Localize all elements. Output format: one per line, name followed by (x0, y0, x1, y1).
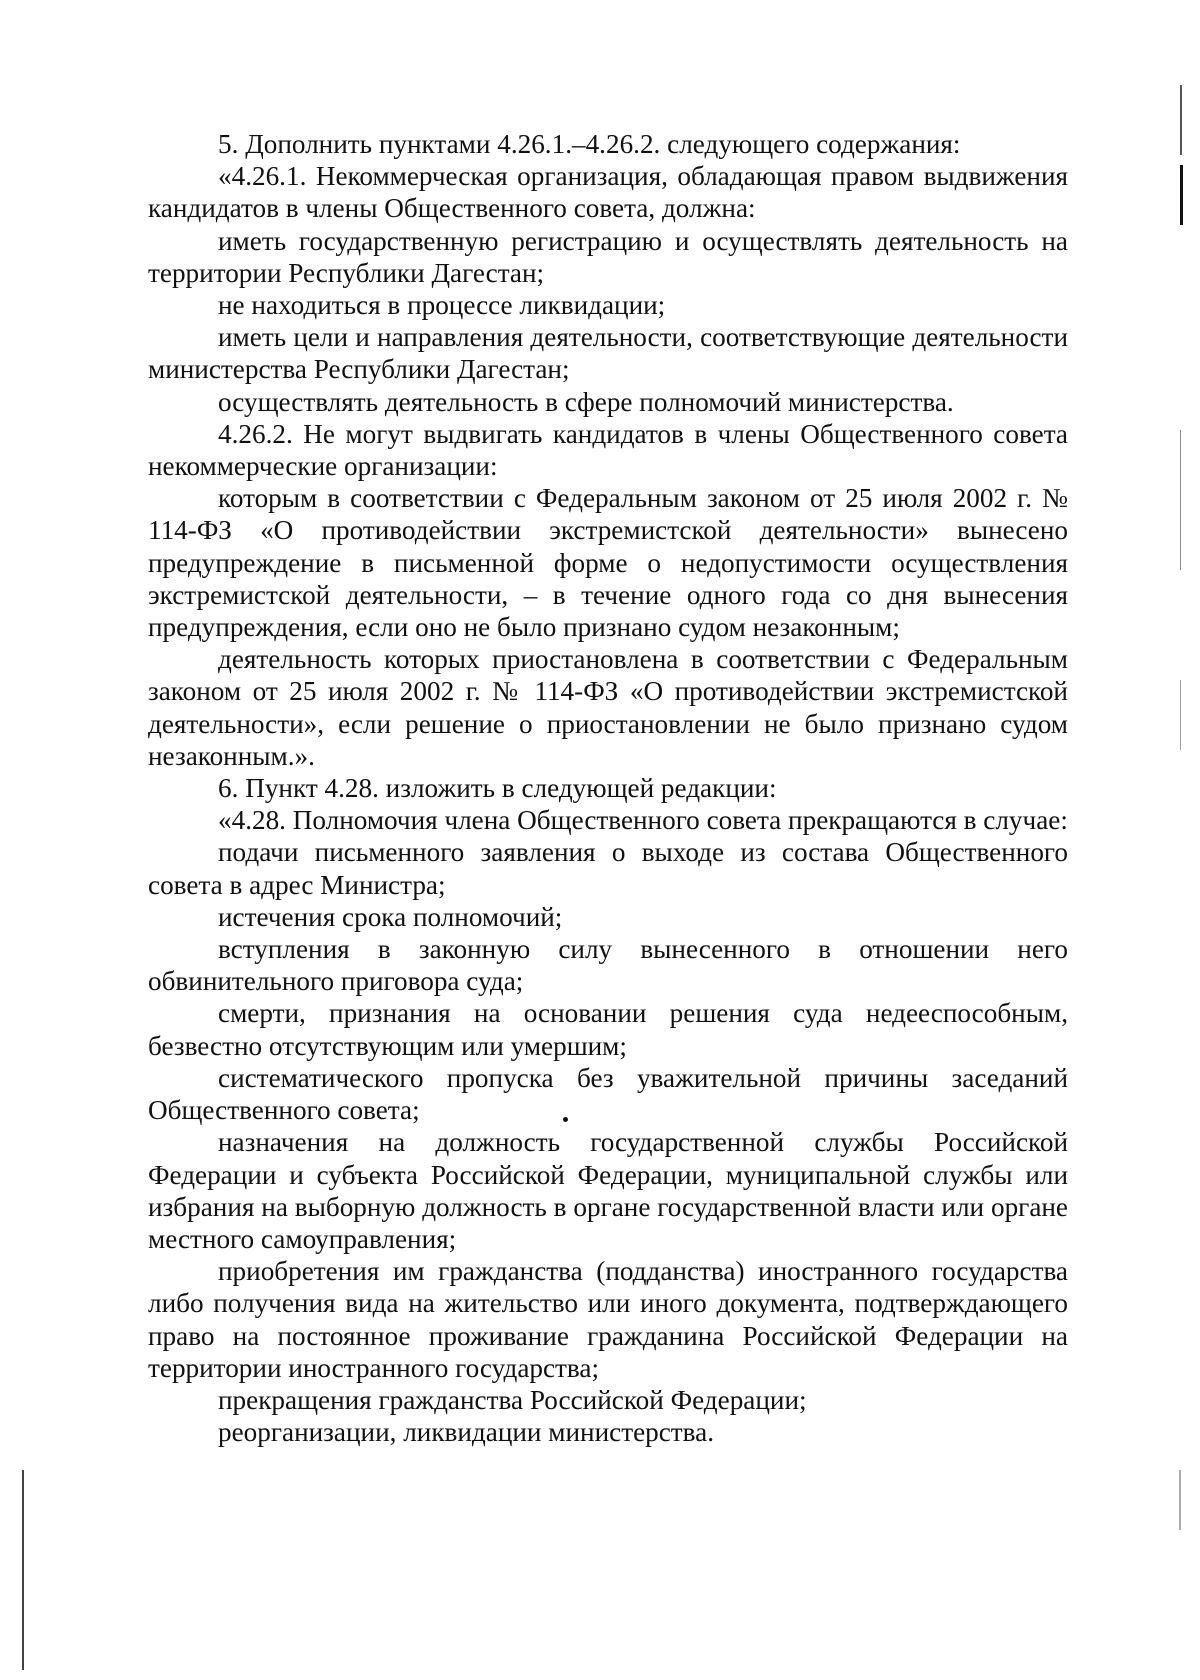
paragraph-liquidation: не находиться в процессе ликвидации; (218, 290, 666, 321)
scan-edge-mark (1180, 680, 1181, 750)
scan-edge-mark (22, 1470, 24, 1670)
paragraph-item-6: 6. Пункт 4.28. изложить в следующей редакции: (218, 773, 777, 804)
paragraph-registration: иметь государственную регистрацию и осуществлять деятельность на территории Республики Дагестан; (148, 225, 1068, 288)
paragraph-4-26-2: 4.26.2. Не могут выдвигать кандидатов в члены Общественного совета некоммерческие организации: (148, 418, 1068, 482)
paragraph-foreign-citizenship: приобретения им гражданства (подданства) иностранного государства либо получения вида на жительство или иного документа, подтверждающего право на постоянное проживание гражданина Российской Федерации на территории иностранного государства; (148, 1256, 1068, 1383)
scan-edge-mark (1179, 1470, 1181, 1530)
paragraph-death-incapacity: смерти, признания на основании решения суда недееспособным, безвестно отсутствующим или умершим; (148, 998, 1068, 1061)
paragraph-absence: систематического пропуска без уважительной причины заседаний Общественного совета; (148, 1062, 1068, 1126)
paragraph-suspended: деятельность которых приостановлена в соответствии с Федеральным законом от 25 июля 2002 г. № 114-ФЗ «О противодействии экстремистской деятельности», если решение о приостановлении не было признано судом незаконным.». (148, 644, 1068, 771)
scan-edge-mark (1180, 430, 1181, 570)
scan-edge-mark (1180, 165, 1183, 225)
paragraph-activity: осуществлять деятельность в сфере полномочий министерства. (218, 386, 954, 417)
scan-edge-mark (1180, 85, 1182, 155)
paragraph-warning: которым в соответствии с Федеральным законом от 25 июля 2002 г. № 114-ФЗ «О противодействии экстремистской деятельности» вынесено предупреждение в письменной форме о недопустимости осуществления экстремистской деятельности, – в течение одного года со дня вынесения предупреждения, если оно не было признано судом незаконным; (148, 483, 1068, 643)
paragraph-resignation: подачи письменного заявления о выходе из состава Общественного совета в адрес Министра; (148, 837, 1068, 900)
paragraph-appointment: назначения на должность государственной службы Российской Федерации и субъекта Российской Федерации, муниципальной службы или избрания на выборную должность в органе государственной власти или органе местного самоуправления; (148, 1127, 1068, 1254)
paragraph-term-expiry: истечения срока полномочий; (218, 901, 563, 932)
document-body (148, 128, 1068, 1448)
paragraph-reorganization: реорганизации, ликвидации министерства. (218, 1417, 715, 1448)
paragraph-citizenship-termination: прекращения гражданства Российской Федерации; (218, 1384, 807, 1415)
paragraph-conviction: вступления в законную силу вынесенного в отношении него обвинительного приговора суда; (148, 934, 1068, 997)
paragraph-goals: иметь цели и направления деятельности, соответствующие деятельности министерства Республики Дагестан; (148, 322, 1068, 385)
paragraph-4-28: «4.28. Полномочия члена Общественного совета прекращаются в случае: (218, 805, 1068, 836)
paragraph-item-5: 5. Дополнить пунктами 4.26.1.–4.26.2. следующего содержания: (218, 129, 961, 159)
paragraph-4-26-1: «4.26.1. Некоммерческая организация, обладающая правом выдвижения кандидатов в члены Общественного совета, должна: (148, 161, 1068, 224)
